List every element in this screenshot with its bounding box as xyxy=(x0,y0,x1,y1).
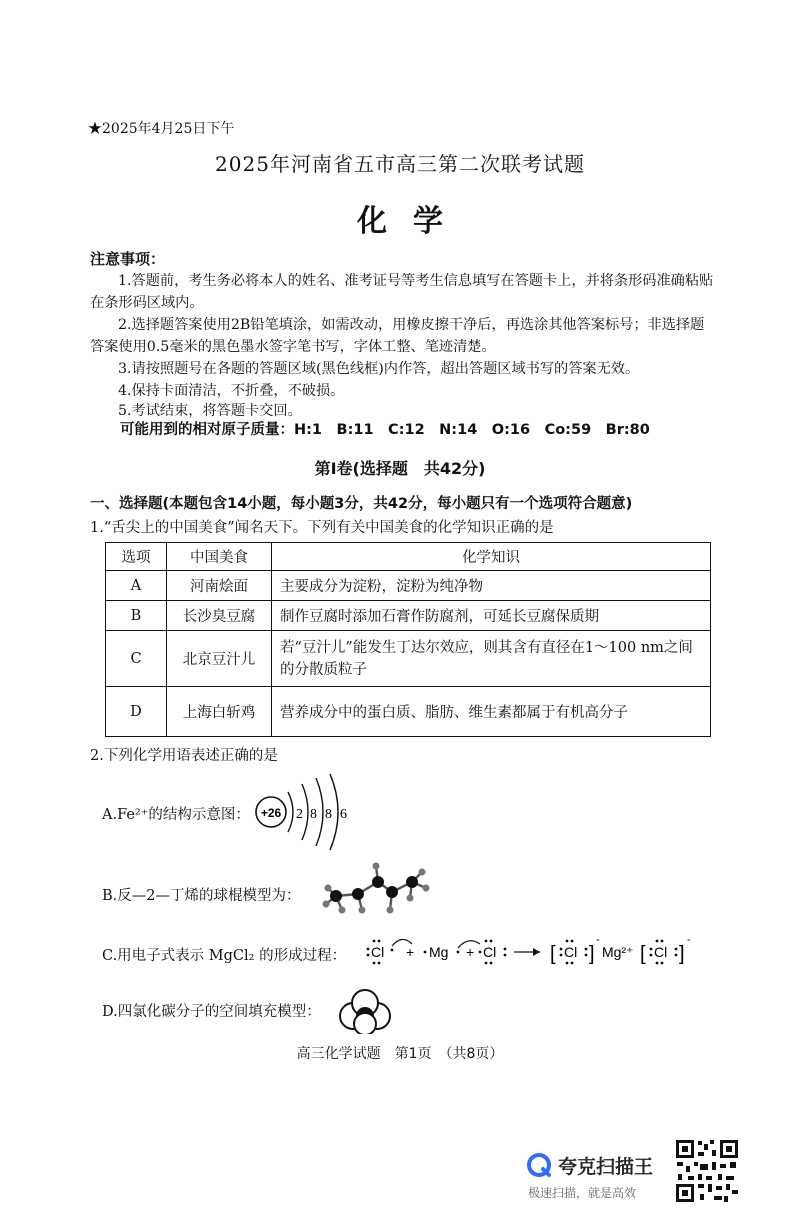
table-header: 化学知识 xyxy=(272,543,711,571)
atomic-structure-diagram xyxy=(252,772,362,852)
svg-text:[: [ xyxy=(550,943,556,965)
magnesium-ion: Mg²⁺ xyxy=(602,944,634,960)
electron-shell-arc xyxy=(288,792,293,832)
arrow-icon xyxy=(533,948,540,956)
chlorine-symbol: Cl xyxy=(564,944,578,960)
notice-item-4: 4.保持卡面清洁，不折叠，不破损。 xyxy=(118,383,345,399)
chlorine-symbol: Cl xyxy=(483,944,497,960)
magnesium-symbol: Mg xyxy=(429,944,449,960)
notice-heading: 注意事项： xyxy=(90,250,166,268)
option-c-label: C.用电子式表示 MgCl₂ 的形成过程： xyxy=(102,948,347,964)
nucleus-charge: +26 xyxy=(260,806,282,820)
table-cell: 北京豆汁儿 xyxy=(167,631,272,687)
table-row xyxy=(106,687,711,737)
chlorine-symbol: Cl xyxy=(371,944,385,960)
electron-formula-diagram xyxy=(362,928,702,972)
brand-slogan: 极速扫描，就是高效 xyxy=(528,1186,637,1200)
table-cell: 上海白斩鸡 xyxy=(167,687,272,737)
notice-item-5: 5.考试结束，将答题卡交回。 xyxy=(118,403,302,419)
table-cell: 长沙臭豆腐 xyxy=(167,601,272,631)
table-cell: A xyxy=(106,571,167,601)
shell-count: 6 xyxy=(340,807,347,822)
notice-item-3: 3.请按照题号在各题的答题区域(黑色线框)内作答，超出答题区域书写的答案无效。 xyxy=(118,361,640,377)
subject-title: 化学 xyxy=(357,204,469,239)
ball-stick-model xyxy=(318,858,436,920)
table-header: 选项 xyxy=(106,543,167,571)
option-a-label: A.Fe²⁺的结构示意图： xyxy=(102,807,250,823)
svg-text:+: + xyxy=(466,944,475,960)
svg-text:]: ] xyxy=(589,943,595,965)
scanner-watermark xyxy=(522,1144,662,1204)
table-cell: 营养成分中的蛋白质、脂肪、维生素都属于有机高分子 xyxy=(272,687,711,737)
table-cell: D xyxy=(106,687,167,737)
table-row xyxy=(106,601,711,631)
question-1-table xyxy=(105,542,711,737)
table-cell: 若“豆汁儿”能发生丁达尔效应，则其含有直径在1～100 nm之间的分散质粒子 xyxy=(272,631,711,687)
svg-text:-: - xyxy=(687,934,691,946)
option-b-label: B.反—2—丁烯的球棍模型为： xyxy=(102,888,301,904)
chlorine-symbol: Cl xyxy=(654,944,668,960)
table-cell: 制作豆腐时添加石膏作防腐剂，可延长豆腐保质期 xyxy=(272,601,711,631)
table-row xyxy=(106,571,711,601)
option-d-label: D.四氯化碳分子的空间填充模型： xyxy=(102,1004,321,1020)
table-cell: C xyxy=(106,631,167,687)
svg-text:-: - xyxy=(596,934,600,946)
brand-name: 夸克扫描王 xyxy=(558,1156,654,1178)
table-cell: 主要成分为淀粉，淀粉为纯净物 xyxy=(272,571,711,601)
table-cell: 河南烩面 xyxy=(167,571,272,601)
table-row xyxy=(106,631,711,687)
table-header: 中国美食 xyxy=(167,543,272,571)
shell-count: 8 xyxy=(310,807,317,822)
question-2-stem: 2.下列化学用语表述正确的是 xyxy=(90,748,278,764)
notice-item-2: 2.选择题答案使用2B铅笔填涂，如需改动，用橡皮擦干净后，再选涂其他答案标号；非选择题答案使用0.5毫米的黑色墨水签字笔书写，字体工整、笔迹清楚。 xyxy=(90,317,705,355)
svg-text:[: [ xyxy=(640,943,646,965)
quark-logo-icon xyxy=(526,1152,552,1178)
table-cell: B xyxy=(106,601,167,631)
part-title: 第Ⅰ卷(选择题 共42分) xyxy=(314,459,486,478)
question-1-stem: 1.“舌尖上的中国美食”闻名天下。下列有关中国美食的化学知识正确的是 xyxy=(90,520,554,536)
svg-text:+: + xyxy=(406,944,415,960)
atomic-masses: 可能用到的相对原子质量：H:1 B:11 C:12 N:14 O:16 Co:59 Br:80 xyxy=(120,422,650,438)
page-footer: 高三化学试题 第1页 （共8页） xyxy=(296,1046,504,1062)
qr-code-icon xyxy=(674,1138,740,1204)
electron-shell-arc xyxy=(316,778,323,846)
exam-date: ★2025年4月25日下午 xyxy=(88,121,235,137)
shell-count: 2 xyxy=(296,807,303,822)
exam-title: 2025年河南省五市高三第二次联考试题 xyxy=(215,152,585,176)
svg-text:]: ] xyxy=(679,943,685,965)
shell-count: 8 xyxy=(325,807,332,822)
section-title: 一、选择题(本题包含14小题，每小题3分，共42分，每小题只有一个选项符合题意) xyxy=(90,496,633,512)
notice-item-1: 1.答题前，考生务必将本人的姓名、准考证号等考生信息填写在答题卡上，并将条形码准确粘贴在条形码区域内。 xyxy=(90,273,714,311)
space-filling-model xyxy=(337,986,393,1034)
